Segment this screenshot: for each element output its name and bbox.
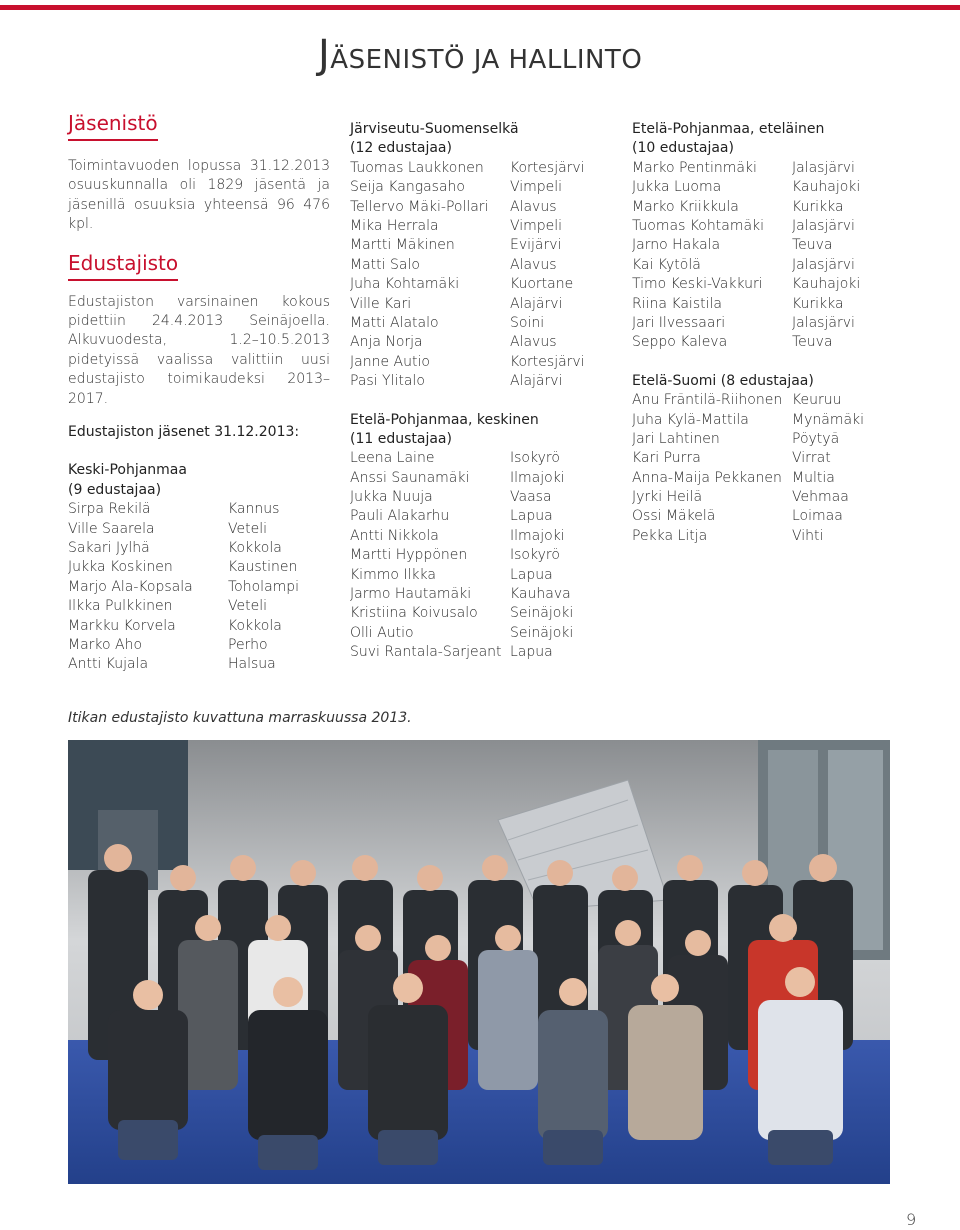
member-name: Kimmo Ilkka <box>350 566 436 583</box>
member-row <box>632 527 892 546</box>
member-name: Mika Herrala <box>350 217 439 234</box>
member-town: Toholampi <box>228 578 300 595</box>
member-town: Jalasjärvi <box>792 217 855 234</box>
member-row <box>350 585 600 604</box>
member-town: Lapua <box>510 644 553 661</box>
member-name: Marko Aho <box>68 637 143 654</box>
member-town: Seinäjoki <box>510 624 574 641</box>
top-accent-bar <box>0 5 960 10</box>
column-middle <box>350 120 600 663</box>
member-row <box>350 353 600 372</box>
member-town: Vimpeli <box>510 217 563 234</box>
council-text: Edustajiston varsinainen kokous pidettiin 24.4.2013 Seinäjoella. Alkuvuodesta, 1.2–10.5.2013 pidetyissä vaalissa valittiin uusi edustajisto toimikaudeksi 2013–2017. <box>68 293 330 407</box>
column-left <box>68 112 330 675</box>
group-title: Etelä-Pohjanmaa, eteläinen <box>632 121 825 137</box>
members-heading: Jäsenistö <box>68 112 158 141</box>
member-row <box>68 578 330 597</box>
member-town: Alavus <box>510 256 557 273</box>
member-name: Kristiina Koivusalo <box>350 605 478 622</box>
member-town: Kortesjärvi <box>510 159 585 176</box>
member-name: Pauli Alakarhu <box>350 508 450 525</box>
member-name: Matti Salo <box>350 256 420 273</box>
group-count: (11 edustajaa) <box>350 430 452 447</box>
member-town: Virrat <box>792 450 831 467</box>
member-list <box>350 159 600 392</box>
member-row <box>350 604 600 623</box>
member-row <box>632 236 892 255</box>
member-row <box>350 178 600 197</box>
member-row <box>632 295 892 314</box>
members-text: Toimintavuoden lopussa 31.12.2013 osuuskunnalla oli 1829 jäsentä ja jäsenillä osuuksia yhteensä 96 476 kpl. <box>68 158 330 233</box>
member-name: Anssi Saunamäki <box>350 469 470 486</box>
page-title <box>318 32 642 78</box>
member-name: Antti Kujala <box>68 656 149 673</box>
group-photo <box>68 740 890 1184</box>
member-town: Lapua <box>510 508 553 525</box>
member-name: Antti Nikkola <box>350 527 439 544</box>
member-town: Isokyrö <box>510 450 560 467</box>
member-town: Lapua <box>510 566 553 583</box>
member-row <box>350 643 600 662</box>
group-title: Etelä-Suomi (8 edustajaa) <box>632 372 814 389</box>
member-row <box>350 314 600 333</box>
page-number: 9 <box>906 1210 917 1229</box>
group-title: Etelä-Pohjanmaa, keskinen <box>350 411 539 428</box>
member-row <box>68 617 330 636</box>
member-town: Pöytyä <box>792 430 840 447</box>
member-name: Jarno Hakala <box>632 237 721 254</box>
member-name: Jukka Nuuja <box>350 489 433 506</box>
member-town: Ilmajoki <box>510 527 565 544</box>
member-town: Kokkola <box>228 617 282 634</box>
member-name: Timo Keski-Vakkuri <box>632 276 763 293</box>
member-name: Pekka Litja <box>632 527 708 544</box>
member-row <box>350 275 600 294</box>
member-name: Kari Purra <box>632 450 701 467</box>
council-heading: Edustajisto <box>68 252 178 281</box>
member-town: Jalasjärvi <box>792 159 855 176</box>
group-count: (10 edustajaa) <box>632 140 734 157</box>
member-town: Mynämäki <box>792 411 865 428</box>
group-etela-suomi <box>632 372 892 547</box>
member-name: Sirpa Rekilä <box>68 501 151 518</box>
member-town: Kaustinen <box>228 559 298 576</box>
member-row <box>350 546 600 565</box>
member-town: Kurikka <box>792 198 844 215</box>
member-name: Anja Norja <box>350 334 423 351</box>
member-name: Ville Saarela <box>68 520 155 537</box>
member-town: Perho <box>228 637 268 654</box>
member-row <box>68 597 330 616</box>
member-town: Teuva <box>792 334 833 351</box>
group-count: (12 edustajaa) <box>350 140 452 157</box>
member-row <box>632 256 892 275</box>
member-name: Seppo Kaleva <box>632 334 728 351</box>
member-name: Markku Korvela <box>68 617 176 634</box>
member-town: Alajärvi <box>510 295 563 312</box>
member-name: Marko Kriikkula <box>632 198 739 215</box>
group-jarviseutu <box>350 120 600 392</box>
member-row <box>632 178 892 197</box>
group-ep-keskinen <box>350 411 600 663</box>
member-row <box>632 275 892 294</box>
member-name: Pasi Ylitalo <box>350 373 425 390</box>
member-row <box>68 500 330 519</box>
member-town: Jalasjärvi <box>792 314 855 331</box>
member-row <box>350 624 600 643</box>
member-row <box>68 539 330 558</box>
member-name: Janne Autio <box>350 353 430 370</box>
member-row <box>632 314 892 333</box>
member-town: Vaasa <box>510 489 552 506</box>
member-name: Jukka Koskinen <box>68 559 173 576</box>
member-town: Kauhajoki <box>792 179 861 196</box>
member-town: Soini <box>510 314 545 331</box>
member-name: Jari Ilvessaari <box>632 314 726 331</box>
member-name: Ilkka Pulkkinen <box>68 598 173 615</box>
member-row <box>632 391 892 410</box>
member-name: Anu Fräntilä-Riihonen <box>632 392 783 409</box>
member-name: Martti Mäkinen <box>350 237 455 254</box>
member-town: Ilmajoki <box>510 469 565 486</box>
member-town: Kauhava <box>510 586 571 603</box>
member-name: Marko Pentinmäki <box>632 159 757 176</box>
member-town: Vihti <box>792 527 824 544</box>
member-row <box>350 566 600 585</box>
member-name: Kai Kytölä <box>632 256 701 273</box>
member-row <box>350 333 600 352</box>
member-name: Jari Lahtinen <box>632 430 720 447</box>
group-ep-etelainen <box>632 120 892 353</box>
member-name: Marjo Ala-Kopsala <box>68 578 193 595</box>
member-name: Martti Hyppönen <box>350 547 468 564</box>
member-name: Juha Kohtamäki <box>350 276 460 293</box>
member-row <box>350 449 600 468</box>
member-row <box>350 469 600 488</box>
member-row <box>350 217 600 236</box>
member-row <box>632 411 892 430</box>
member-town: Seinäjoki <box>510 605 574 622</box>
member-town: Teuva <box>792 237 833 254</box>
member-list <box>350 449 600 662</box>
member-row <box>632 198 892 217</box>
member-name: Olli Autio <box>350 624 414 641</box>
member-name: Riina Kaistila <box>632 295 722 312</box>
member-row <box>68 520 330 539</box>
member-town: Jalasjärvi <box>792 256 855 273</box>
member-name: Leena Laine <box>350 450 435 467</box>
member-list <box>632 391 892 546</box>
member-list <box>68 500 330 675</box>
council-members-heading: Edustajiston jäsenet 31.12.2013: <box>68 424 300 441</box>
member-name: Ossi Mäkelä <box>632 508 716 525</box>
member-row <box>350 488 600 507</box>
group-title: Järviseutu-Suomenselkä <box>350 121 519 137</box>
member-row <box>632 449 892 468</box>
member-row <box>68 655 330 674</box>
member-name: Sakari Jylhä <box>68 540 150 557</box>
member-town: Kuortane <box>510 276 574 293</box>
member-town: Kortesjärvi <box>510 353 585 370</box>
member-name: Jarmo Hautamäki <box>350 586 472 603</box>
member-town: Kokkola <box>228 540 282 557</box>
member-town: Alajärvi <box>510 373 563 390</box>
member-name: Juha Kylä-Mattila <box>632 411 749 428</box>
member-row <box>632 159 892 178</box>
member-row <box>632 488 892 507</box>
member-row <box>350 159 600 178</box>
member-town: Evijärvi <box>510 237 562 254</box>
group-photo-illustration <box>68 740 890 1184</box>
member-town: Halsua <box>228 656 276 673</box>
member-town: Kurikka <box>792 295 844 312</box>
member-name: Seija Kangasaho <box>350 179 465 196</box>
group-count: (9 edustajaa) <box>68 481 162 498</box>
member-town: Loimaa <box>792 508 843 525</box>
member-name: Tellervo Mäki-Pollari <box>350 198 489 215</box>
member-name: Suvi Rantala-Sarjeant <box>350 644 502 661</box>
column-right <box>632 120 892 546</box>
page-title-initial: J <box>318 32 331 78</box>
member-name: Tuomas Kohtamäki <box>632 217 765 234</box>
member-town: Vehmaa <box>792 489 849 506</box>
member-name: Anna-Maija Pekkanen <box>632 469 782 486</box>
member-town: Keuruu <box>792 392 842 409</box>
member-name: Jukka Luoma <box>632 179 722 196</box>
member-name: Jyrki Heilä <box>632 489 703 506</box>
member-row <box>632 430 892 449</box>
member-row <box>350 372 600 391</box>
photo-caption: Itikan edustajisto kuvattuna marraskuussa 2013. <box>68 710 412 726</box>
member-town: Kauhajoki <box>792 276 861 293</box>
member-town: Isokyrö <box>510 547 560 564</box>
member-list <box>632 159 892 353</box>
member-row <box>350 256 600 275</box>
member-row <box>350 527 600 546</box>
member-town: Kannus <box>228 501 280 518</box>
member-town: Veteli <box>228 520 267 537</box>
member-row <box>632 217 892 236</box>
group-keski-pohjanmaa <box>68 461 330 674</box>
member-town: Alavus <box>510 334 557 351</box>
member-row <box>68 558 330 577</box>
member-row <box>350 198 600 217</box>
member-town: Veteli <box>228 598 267 615</box>
member-town: Vimpeli <box>510 179 563 196</box>
member-name: Ville Kari <box>350 295 412 312</box>
member-row <box>632 469 892 488</box>
member-row <box>632 507 892 526</box>
group-title: Keski-Pohjanmaa <box>68 462 187 479</box>
member-row <box>632 333 892 352</box>
member-row <box>350 295 600 314</box>
member-row <box>350 507 600 526</box>
member-name: Tuomas Laukkonen <box>350 159 484 176</box>
member-town: Multia <box>792 469 835 486</box>
member-town: Alavus <box>510 198 557 215</box>
member-row <box>68 636 330 655</box>
member-name: Matti Alatalo <box>350 314 439 331</box>
member-row <box>350 236 600 255</box>
page-title-rest: ÄSENISTÖ JA HALLINTO <box>330 45 643 75</box>
